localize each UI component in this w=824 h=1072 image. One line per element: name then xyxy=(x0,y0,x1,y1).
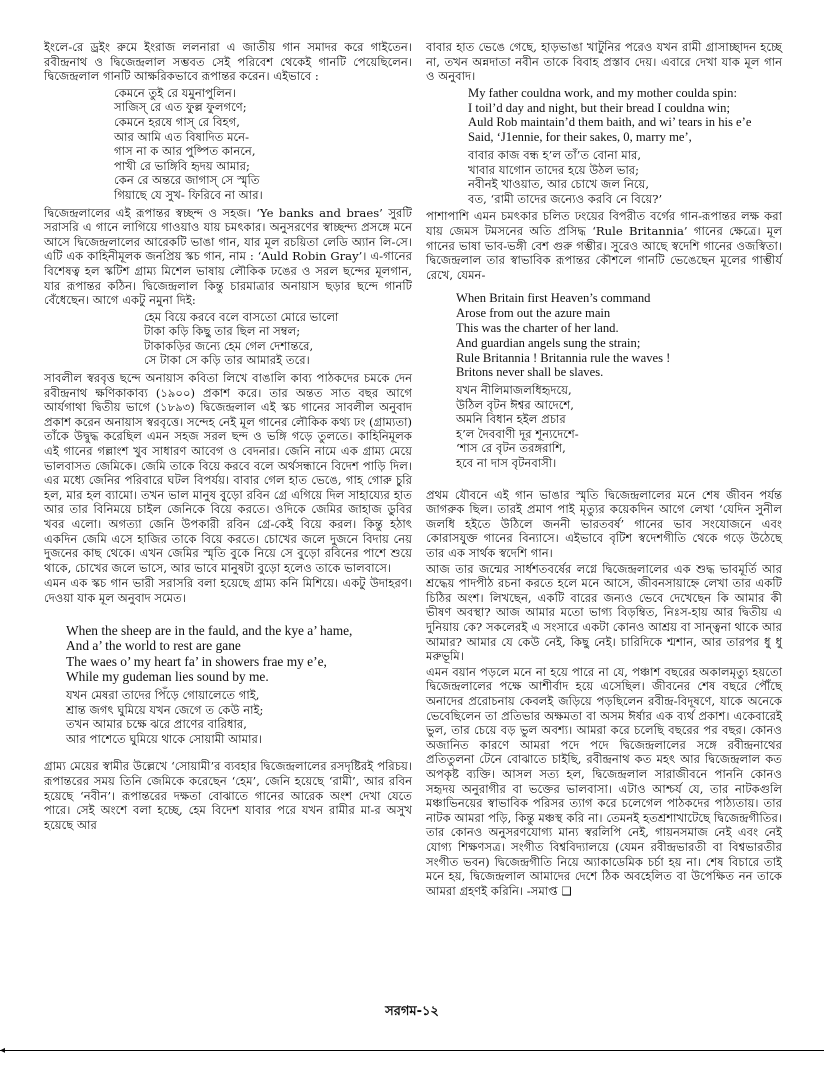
english-verse xyxy=(66,623,412,685)
paragraph: পাশাপাশি এমন চমৎকার চলিত ঢংয়ের বিপরীত বর্গের গান-রূপান্তর লক্ষ করা যায় জেমস টমসনের অতি প্রসিদ্ধ ‘Rule Britannia’ গানের ক্ষেত্রে। মূল গানের ভাষা ভাব-ভঙ্গী বেশ গুরু গম্ভীর। সুরেও আছে স্বদেশি গানের ওজস্বিতা। দ্বিজেন্দ্রলাল তার স্বাভাবিক রূপান্তর কৌশলে গানটি ভেঙেছেন মূলের গাম্ভীর্য রেখে, যেমন- xyxy=(426,209,782,282)
verse-line: আর পাশেতে ঘুমিয়ে থাকে সোয়ামী আমার। xyxy=(66,731,262,746)
verse-line: সাজিস্‌ রে এত ফুল্ল ফুলগণে; xyxy=(114,100,247,115)
verse-line: কেন রে অন্তরে জাগাস্‌ সে স্মৃতি xyxy=(114,173,260,188)
verse-line: টাকাকড়ির জন্যে হেম গেল দেশান্তরে, xyxy=(144,338,314,353)
verse-line: Arose from out the azure main xyxy=(456,306,611,321)
paragraph: এমন এক স্কচ গান ভারী সরাসরি বলা হয়েছে গ্রাম্য কনি মিশিয়ে। একটু উদাহরণ। দেওয়া যাক মূল অনুবাদ সমেত। xyxy=(44,576,412,605)
left-column xyxy=(44,40,412,833)
page-number: সরগম-১২ xyxy=(385,1004,439,1019)
bengali-verse xyxy=(114,86,412,203)
verse-line: When the sheep are in the fauld, and the kye a’ hame, xyxy=(66,622,353,638)
paragraph: বাবার হাত ভেঙে গেছে, হাড়ভাঙা খাটুনির পরেও যখন রামী গ্রাসাচ্ছাদন হচ্ছে না, তখন অন্নদাতা নবীন তাকে বিবাহ প্রস্তাব দেয়। এবারে দেখা যাক মূল গান ও অনুবাদ। xyxy=(426,40,782,84)
english-verse xyxy=(468,86,782,145)
verse-line: যখন নীলিমাজলধিহৃদয়ে, xyxy=(456,383,572,398)
verse-line: গিয়াছে যে সুখ- ফিরিবে না আর। xyxy=(114,187,263,202)
verse-line: The waes o’ my heart fa’ in showers frae my e’e, xyxy=(66,653,327,669)
verse-line: তখন আমার চক্ষে ঝরে প্রাণের বারিধার, xyxy=(66,717,247,732)
verse-line: ‘শাস রে বৃটন তরঙ্গরাশি, xyxy=(456,441,566,456)
verse-line: শ্রান্ত জগৎ ঘুমিয়ে যখন জেগে ত কেউ নাই; xyxy=(66,702,264,717)
verse-line: হবে না দাস বৃটনবাসী। xyxy=(456,456,557,471)
verse-line: কেমনে তুই রে যমুনাপুলিন। xyxy=(114,85,236,100)
verse-line: Said, ‘J1ennie, for their sakes, 0, marry me’, xyxy=(468,130,692,145)
verse-line: This was the charter of her land. xyxy=(456,320,619,335)
paragraph: দ্বিজেন্দ্রলালের এই রূপান্তর স্বচ্ছন্দ ও সহজ। ‘Ye banks and braes’ সুরটি সরাসরি এ গানে লাগিয়ে গাওয়াও যায় চমৎকার। অনুসরণের স্বাচ্ছন্দ্য প্রসঙ্গে মনে আসে দ্বিজেন্দ্রলালের আরেকটি ভাঙা গান, যার মূল রচয়িতা লেডি অ্যান লি-সে। এটি এক কাহিনীমূলক জনপ্রিয় স্কচ গান, নাম : ‘Auld Robin Gray’। এ-গানের বিশেষত্ব হল স্কটিশ গ্রাম্য মিশেল ভাষায় লৌকিক ঢঙের ও সরল ছন্দের মূলগান, যার রূপান্তর কঠিন। দ্বিজেন্দ্রলাল কিন্তু চারমাত্রার অনায়াস ছড়ার ছন্দে গানটি বেঁধেছেন। আগে একটু নমুনা দিই: xyxy=(44,205,412,308)
verse-line: উঠিল বৃটন ঈশ্বর আদেশে, xyxy=(456,397,574,412)
verse-line: কেমনে হরষে গাস্‌ রে বিহগ, xyxy=(114,114,240,129)
verse-line: হ’ল দৈববাণী দূর শূন্যদেশে- xyxy=(456,426,579,441)
bengali-verse xyxy=(456,383,782,471)
verse-line: Britons never shall be slaves. xyxy=(456,365,604,380)
verse-line: My father couldna work, and my mother coulda spin: xyxy=(468,85,737,100)
verse-line: নবীনই খাওয়াত, আর চোখে জল নিয়ে, xyxy=(468,177,650,192)
verse-line: খাবার যাগোন তাদের হয়ে উঠল ভার; xyxy=(468,162,640,177)
verse-line: And guardian angels sung the strain; xyxy=(456,335,641,350)
verse-line: Auld Rob maintain’d them baith, and wi’ tears in his e’e xyxy=(468,115,752,130)
verse-line: I toil’d day and night, but their bread I couldna win; xyxy=(468,100,730,115)
verse-line: And a’ the world to rest are gane xyxy=(66,638,241,654)
verse-line: সে টাকা সে কড়ি তার আমারই তরে। xyxy=(144,353,310,368)
paragraph: প্রথম যৌবনে এই গান ভাঙার স্মৃতি দ্বিজেন্দ্রলালের মনে শেষ জীবন পর্যন্ত জাগরুক ছিল। তারই প্রমাণ পাই মৃত্যুর কয়েকদিন আগে লেখা ‘যেদিন সুনীল জলধি হইতে উঠিলে জননী ভারতবর্ষ’ গানের ভাব সংযোজনে এবং কোরাসযুক্ত গানের বিন্যাসে। এইভাবে বৃটিশ স্বদেশগীতি থেকে গড়ে উঠেছে তার এক সার্থক স্বদেশি গান। xyxy=(426,487,782,561)
bengali-verse xyxy=(144,310,412,368)
english-verse xyxy=(456,291,782,380)
verse-line: অমনি বিধান হইল প্রচার xyxy=(456,412,566,427)
verse-line: বাবার কাজ বন্ধ হ’ল তাঁ’ত বোনা মার, xyxy=(468,147,642,162)
verse-line: পাখী রে ভাঙ্গিবি হৃদয় আমার; xyxy=(114,158,250,173)
verse-line: হেম বিয়ে করবে বলে বাসতো মোরে ভালো xyxy=(144,309,339,324)
verse-line: টাকা কড়ি কিছু তার ছিল না সম্বল; xyxy=(144,324,301,339)
right-column xyxy=(426,40,782,899)
verse-line: Rule Britannia ! Britannia rule the waves ! xyxy=(456,350,671,365)
bengali-verse xyxy=(468,148,782,206)
paragraph: এমন বয়ান পড়লে মনে না হয়ে পারে না যে, পঞ্চাশ বছরের অকালমৃত্যু হয়তো দ্বিজেন্দ্রলালের পক্ষে আশীর্বাদ হয়ে এসেছিল। জীবনের শেষ বছরে পৌঁছে অনাদের প্ররোচনায় কেবলই জড়িয়ে পড়ছিলেন রবীন্দ্র-বিদূষণে, যাকে অনেকে ভেবেছিলেন তা প্রতিভার অক্ষমতা বা অসম ঈর্ষার এক ব্যর্থ প্রকাশ। একেবারেই ভুল, তার চেয়ে বড় ভুল অবশ্য। আমরা করে চলেছি বছরের পর বছর। কোনও অজানিত কারণে আমরা পদে পদে দ্বিজেন্দ্রলালের সঙ্গে রবীন্দ্রনাথের প্রতিতুলনা টেনে বোঝাতে চাইছি, রবীন্দ্রনাথ কত মহৎ আর দ্বিজেন্দ্রলাল কত অপকৃষ্ট ব্যক্তি। আসল সত্য হল, দ্বিজেন্দ্রলাল সারাজীবনে পাননি কোনও সহৃদয় অনুরাগীর বা ভক্তের ভালবাসা। এটাও আশ্চর্য যে, তার নাটকগুলি মঞ্চাভিনয়ের স্বাভাবিক পরিসর ত্যাগ করে চলেগেল পাঠকদের পাঠ্যতায়। তার নাটক আমরা পড়ি, কিন্তু মঞ্চস্থ করি না। তেমনই হতশ্রশাখাটেছে দ্বিজেন্দ্রগীতির। তার কোনও অনুসরণযোগ্য মান্য স্বরলিপি নেই, গায়নসমাজ নেই এবং নেই যোগ্য শিক্ষণসত্র। সংগীত বিশ্ববিদ্যালয়ে (যেমন রবীন্দ্রভারতী বা বিশ্বভারতীর সংগীত ভবন) দ্বিজেন্দ্রগীতি নিয়ে অ্যাকাডেমিক চর্চা হয় না। শেষ বিচারে তাই মনে হয়, দ্বিজেন্দ্রলাল আমাদের দেশে ঠিক অবহেলিত বা উপেক্ষিত নন তাকে আমরা গ্রহণই করিনি। -সমাপ্ত ❑ xyxy=(426,664,782,898)
verse-line: While my gudeman lies sound by me. xyxy=(66,669,269,685)
verse-line: আর আমি এত বিষাদিত মনে- xyxy=(114,129,250,144)
verse-line: যখন মেষরা তাদের পিঁড়ে গোয়ালেতে গাই, xyxy=(66,687,260,702)
verse-line: বত, ‘রামী তাদের জন্যেও করবি নে বিয়ে?’ xyxy=(468,191,663,206)
verse-line: গাস না ক আর পুষ্পিত কাননে, xyxy=(114,144,256,159)
paragraph: সাবলীল স্বরবৃত্ত ছন্দে অনায়াস কবিতা লিখে বাঙালি কাব্য পাঠকদের চমকে দেন রবীন্দ্রনাথ ক্ষণিকাকাব্য (১৯০০) প্রকাশ করে। তার অন্তত সাত বছর আগে আর্যগাথা দ্বিতীয় ভাগে (১৮৯৩) দ্বিজেন্দ্রলাল এই স্কচ গানের সাবলীল অনুবাদ প্রকাশ করেন অনায়াস স্বরবৃত্তে। সন্দেহ নেই মূল গানের লৌকিক কথ্য ঢং (গ্রাম্যতা) তাঁকে উদ্বুদ্ধ করেছিল এমন সহজ সরল ছন্দ ও ভঙ্গি গড়ে তুলতে। কাহিনিমূলক এই গানের গল্লাংশ খুব সাধারণ আবেগ ও বেদনার। জেনি নামে এক গ্রাম্য মেয়ে ভালবাসত জেমিকে। জেমি তাকে বিয়ে করবে বলে অর্থসন্ধানে বিদেশ পাড়ি দিল। এর মধ্যে জেনির পরিবারে ঘটল বিপর্যয়। বাবার গেল হাত ভেঙে, গাহ গোরু চুরি হল, মার হল ব্যামো। তখন ভাল মানুষ বুড়ো রবিন গ্রে এগিয়ে দিল সাহায্যের হাত আর তার বিনিময়ে চাইল জেনিকে বিয়ে করতে। ওদিকে জেমির জাহাজ ডুবির খবর এলো। অগত্যা জেনি উপকারী রবিন গ্রে-কেই বিয়ে করল। কিন্তু হঠাৎ একদিন জেমি এসে হাজির তাকে বিয়ে করতে। চোখের জলে দুজনে বিদায় নেয় দুজনের কাছ থেকে। এখন জেমির স্মৃতি বুকে নিয়ে সে বুড়ো রবিনের পাশে শুয়ে থাকে, চোখের জলে ভাসে, আর ভাবে মানুষটা বুড়ো হলেও তাকে ভালবাসে। xyxy=(44,371,412,575)
paragraph: আজ তার জন্মের সার্ধশতবর্ষের লগ্নে দ্বিজেন্দ্রলালের এক শুদ্ধ ভাবমূর্তি আর শ্রদ্ধেয় পাদপীঠ রচনা করতে হলে মনে আসে, জীবনসায়াহ্নে লেখা তার একটি চিঠির অংশ। লিখছেন, একটি বারের জন্যও ভেবে দেখেছেন কি আমার কী ভীষণ অবস্থা? আজ আমার মতো ভাগ্য বিড়ম্বিত, নিঃস-হায় আর দ্বিতীয় এ দুনিয়ায় কে? সকলেরই এ সংসারে একটা কোনও আশ্রয় বা সান্ত্বনা থাকে আর আমার? আমার যে কেউ নেই, কিছু নেই। চারিদিকে শ্মশান, আর তারপর ধু ধু মরুভূমি। xyxy=(426,561,782,664)
bottom-rule xyxy=(0,1050,824,1051)
bengali-verse xyxy=(66,688,412,746)
verse-line: When Britain first Heaven’s command xyxy=(456,291,651,306)
paragraph: গ্রাম্য মেয়ের স্বামীর উল্লেখে ‘সোয়ামী’র ব্যবহার দ্বিজেন্দ্রলালের রসদৃষ্টিরই পরিচয়। রূপান্তরের সময় তিনি জেমিকে করেছেন ‘হেম’, জেনি হয়েছে ‘রামী’, আর রবিন হয়েছে ‘নবীন’। রূপান্তরের দক্ষতা বোঝাতে গানের আরেক অংশ দেখা যেতে পারে। সেই অংশে বলা হচ্ছে, হেম বিদেশ যাবার পরে যখন রামীর মা-র অসুখ হয়েছে আর xyxy=(44,759,412,832)
paragraph: ইংলে-রে ড্রইং রুমে ইংরাজ ললনারা এ জাতীয় গান সমাদর করে গাইতেন। রবীন্দ্রনাথ ও দ্বিজেন্দ্রলাল সম্ভবত সেই পরিবেশ থেকেই গানটি পেয়েছিলেন। দ্বিজেন্দ্রলাল গানটি আক্ষরিকভাবে রূপান্তর করেন। এইভাবে : xyxy=(44,40,412,84)
